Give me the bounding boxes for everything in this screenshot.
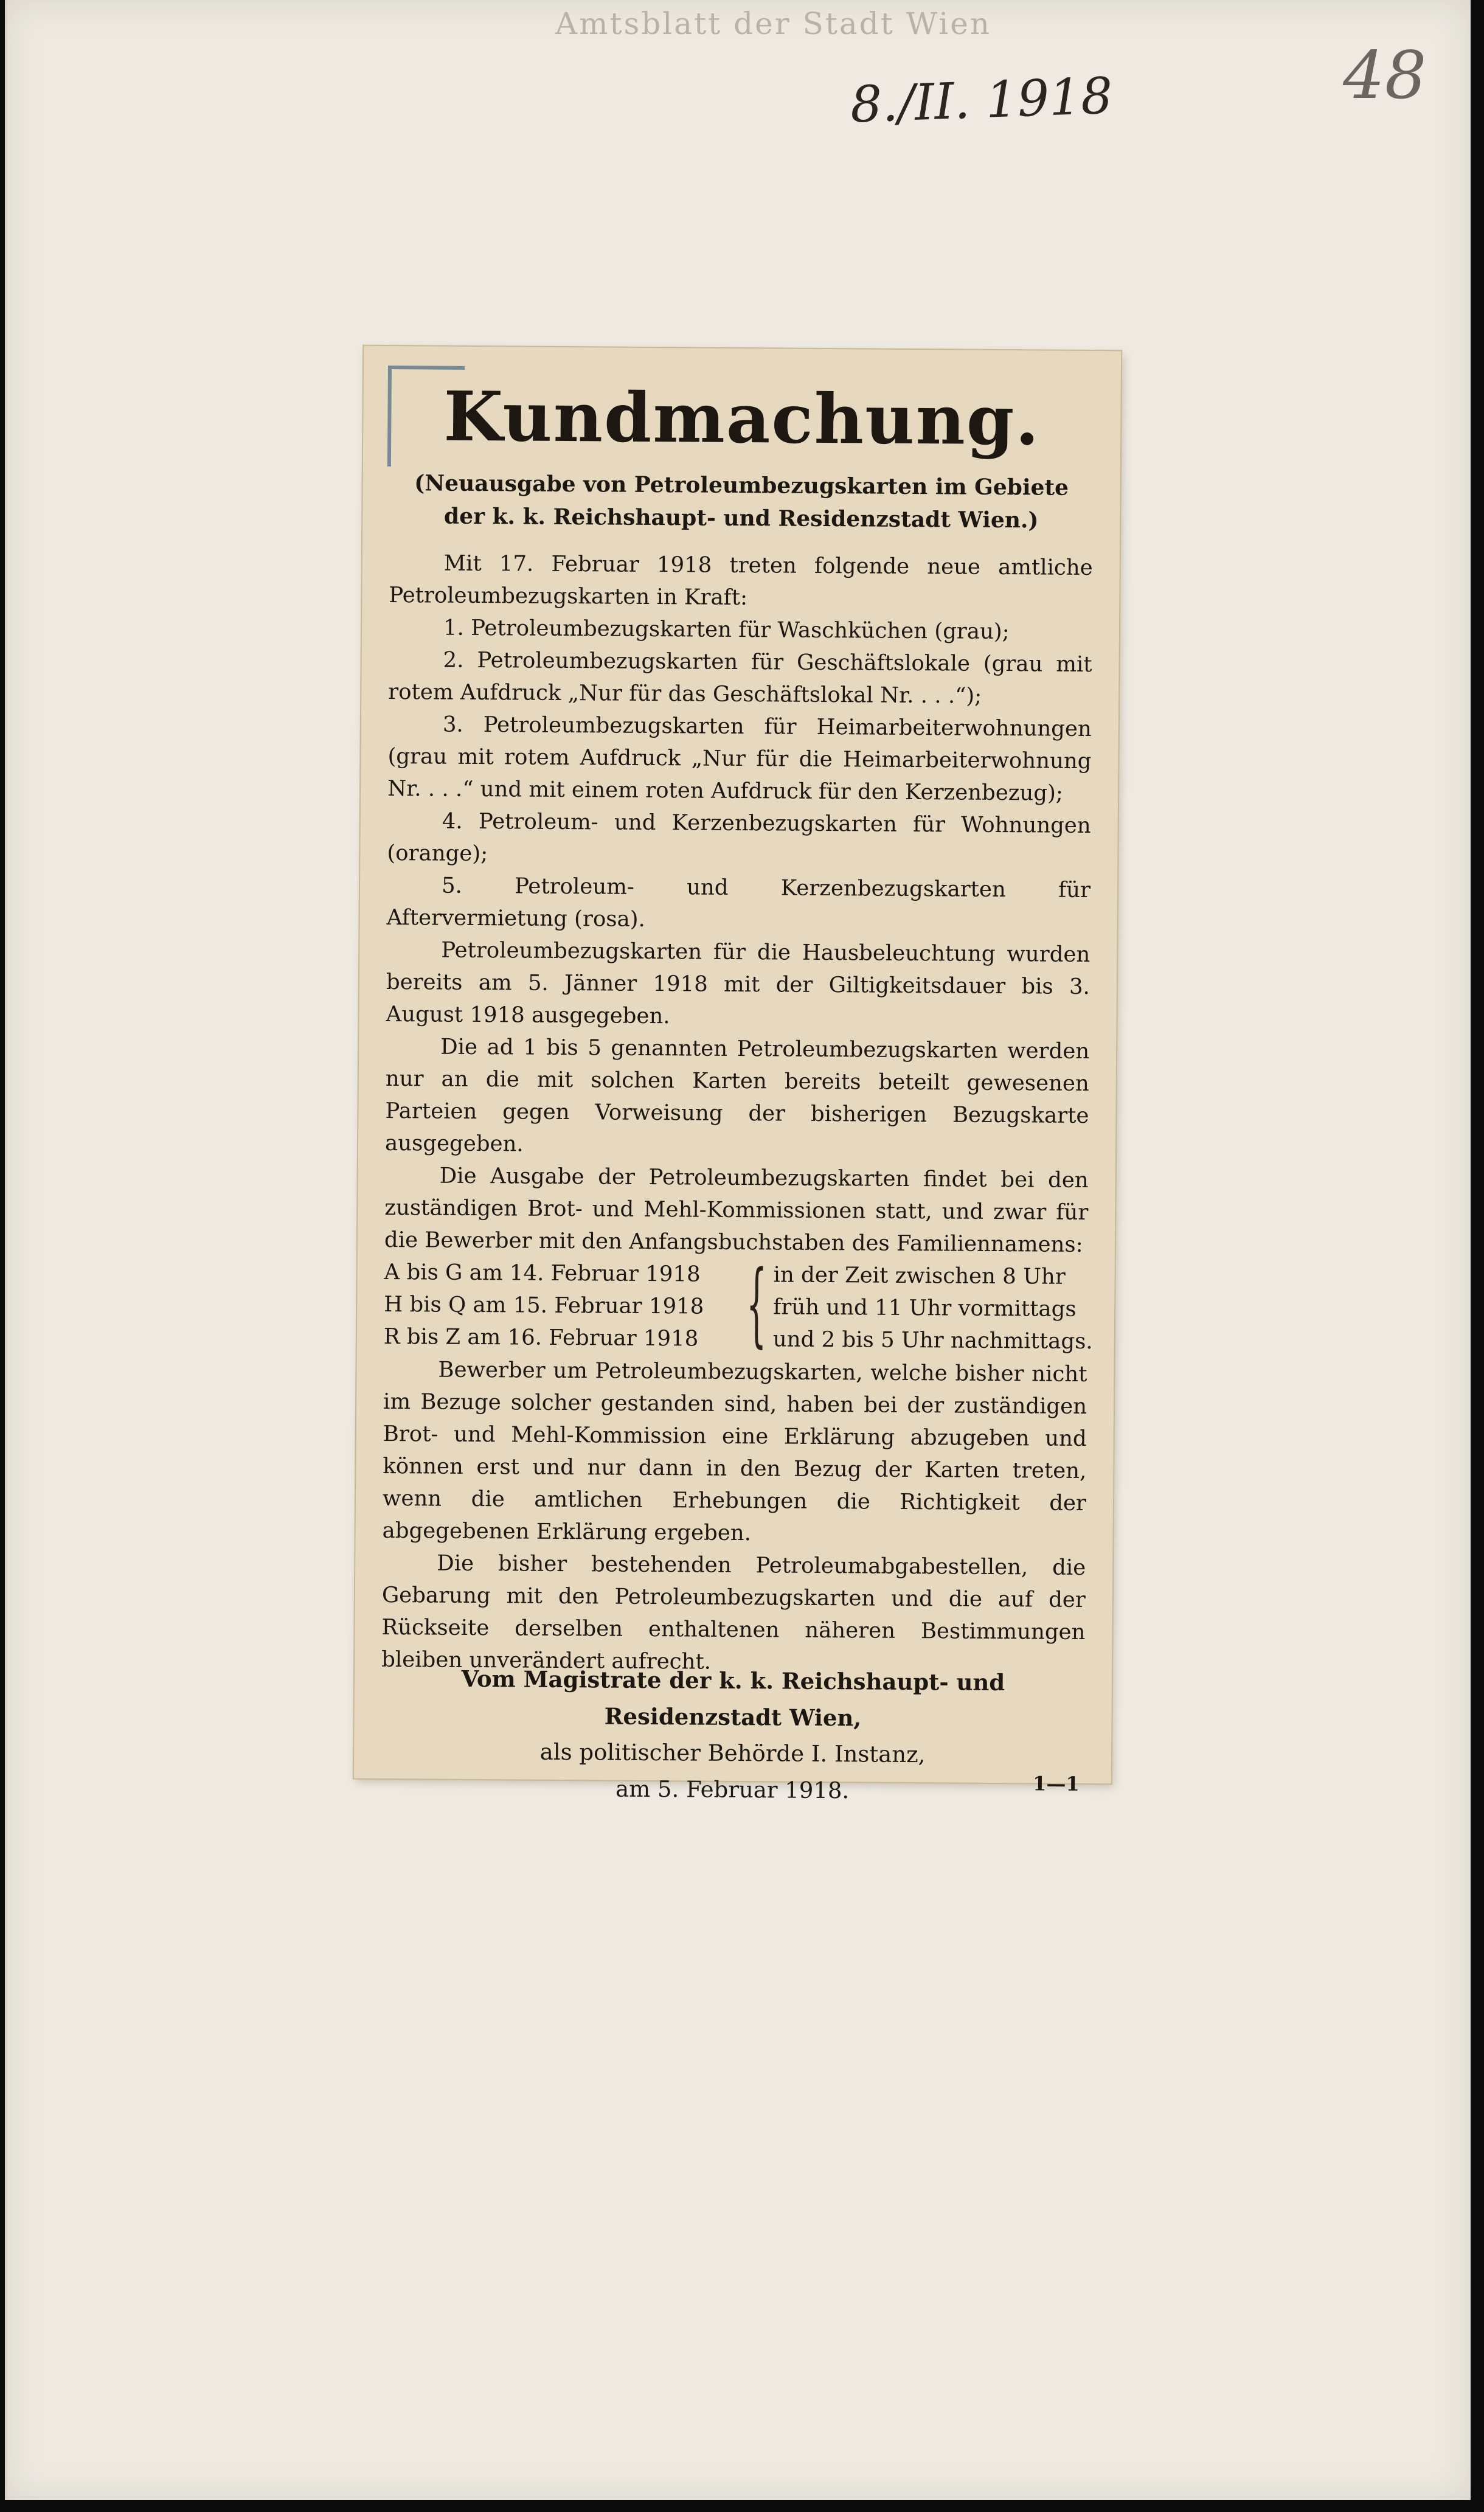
notice-headline: Kundmachung.	[443, 376, 1041, 461]
list-item-1: 1. Petroleumbezugskarten für Waschküchen (grau);	[443, 615, 1010, 645]
schedule-time-line: und 2 bis 5 Uhr nachmittags.	[772, 1327, 1093, 1355]
list-item-4: 4. Petroleum- und Kerzenbezugskarten für Wohnungen (orange);	[387, 808, 1091, 867]
paragraph-distribution: Die ad 1 bis 5 genannten Petroleumbezugskarten werden nur an die mit solchen Karten bereits beteilt gewesenen Parteien gegen Vorweisung der bisherigen Bezugskarte ausgegeben.	[384, 1034, 1090, 1157]
archive-sheet	[5, 0, 1471, 2500]
archive-stamp: Amtsblatt der Stadt Wien	[555, 6, 991, 41]
schedule-row: A bis G am 14. Februar 1918	[384, 1259, 701, 1287]
signature-block	[372, 1660, 1094, 1811]
newspaper-clipping	[354, 346, 1121, 1804]
list-item-5: 5. Petroleum- und Kerzenbezugskarten für Aftervermietung (rosa).	[386, 873, 1091, 932]
print-code: 1—1	[1033, 1772, 1080, 1796]
handwritten-folio: 48	[1343, 38, 1427, 114]
notice-body	[381, 547, 1093, 1681]
notice-subheading: (Neuausgabe von Petroleumbezugskarten im Gebiete der k. k. Reichshaupt- und Residenzstadt Wien.)	[414, 470, 1069, 533]
signature-role: als politischer Behörde I. Instanz,	[539, 1738, 926, 1768]
schedule-row: H bis Q am 15. Februar 1918	[384, 1291, 704, 1319]
paragraph-hausbeleuchtung: Petroleumbezugskarten für die Hausbeleuchtung wurden bereits am 5. Jänner 1918 mit der Giltigkeitsdauer bis 3. August 1918 ausgegeben.	[386, 937, 1090, 1029]
list-item-3: 3. Petroleumbezugskarten für Heimarbeiterwohnungen (grau mit rotem Aufdruck „Nur für die Heimarbeiterwohnung Nr. . . .“ und mit einem roten Aufdruck für den Kerzenbezug);	[387, 712, 1092, 806]
signature-date: am 5. Februar 1918.	[615, 1775, 850, 1804]
schedule-time-line: in der Zeit zwischen 8 Uhr	[773, 1262, 1066, 1289]
paragraph-issuance: Die Ausgabe der Petroleumbezugskarten findet bei den zuständigen Brot- und Mehl-Kommissionen statt, und zwar für die Bewerber mit den Anfangsbuchstaben des Familiennamens:	[384, 1163, 1089, 1257]
schedule-times	[772, 1258, 1093, 1358]
schedule-dates	[384, 1256, 743, 1355]
schedule-row: R bis Z am 16. Februar 1918	[383, 1324, 699, 1351]
handwritten-date: 8./II. 1918	[849, 67, 1114, 134]
signature-authority: Vom Magistrate der k. k. Reichshaupt- und Residenzstadt Wien,	[461, 1665, 1005, 1732]
schedule-time-line: früh und 11 Uhr vormittags	[773, 1294, 1077, 1322]
list-item-2: 2. Petroleumbezugskarten für Geschäftslokale (grau mit rotem Aufdruck „Nur für das Geschäftslokal Nr. . . .“);	[388, 647, 1092, 709]
paragraph-new-applicants: Bewerber um Petroleumbezugskarten, welche bisher nicht im Bezuge solcher gestanden sind, haben bei der zuständigen Brot- und Mehl-Kommission eine Erklärung abzugeben und können erst und nur dann in den Bezug der Karten treten, wenn die amtlichen Erhebungen die Richtigkeit der abgegebenen Erklärung ergeben.	[382, 1357, 1087, 1546]
curly-brace: {	[746, 1251, 768, 1358]
issuance-schedule	[383, 1251, 1093, 1358]
paragraph-intro: Mit 17. Februar 1918 treten folgende neue amtliche Petroleumbezugskarten in Kraft:	[389, 550, 1093, 611]
paragraph-existing-rules: Die bisher bestehenden Petroleumabgabestellen, die Gebarung mit den Petroleumbezugskarten und die auf der Rückseite derselben enthaltenen näheren Bestimmungen bleiben unverändert aufrecht.	[381, 1550, 1086, 1674]
